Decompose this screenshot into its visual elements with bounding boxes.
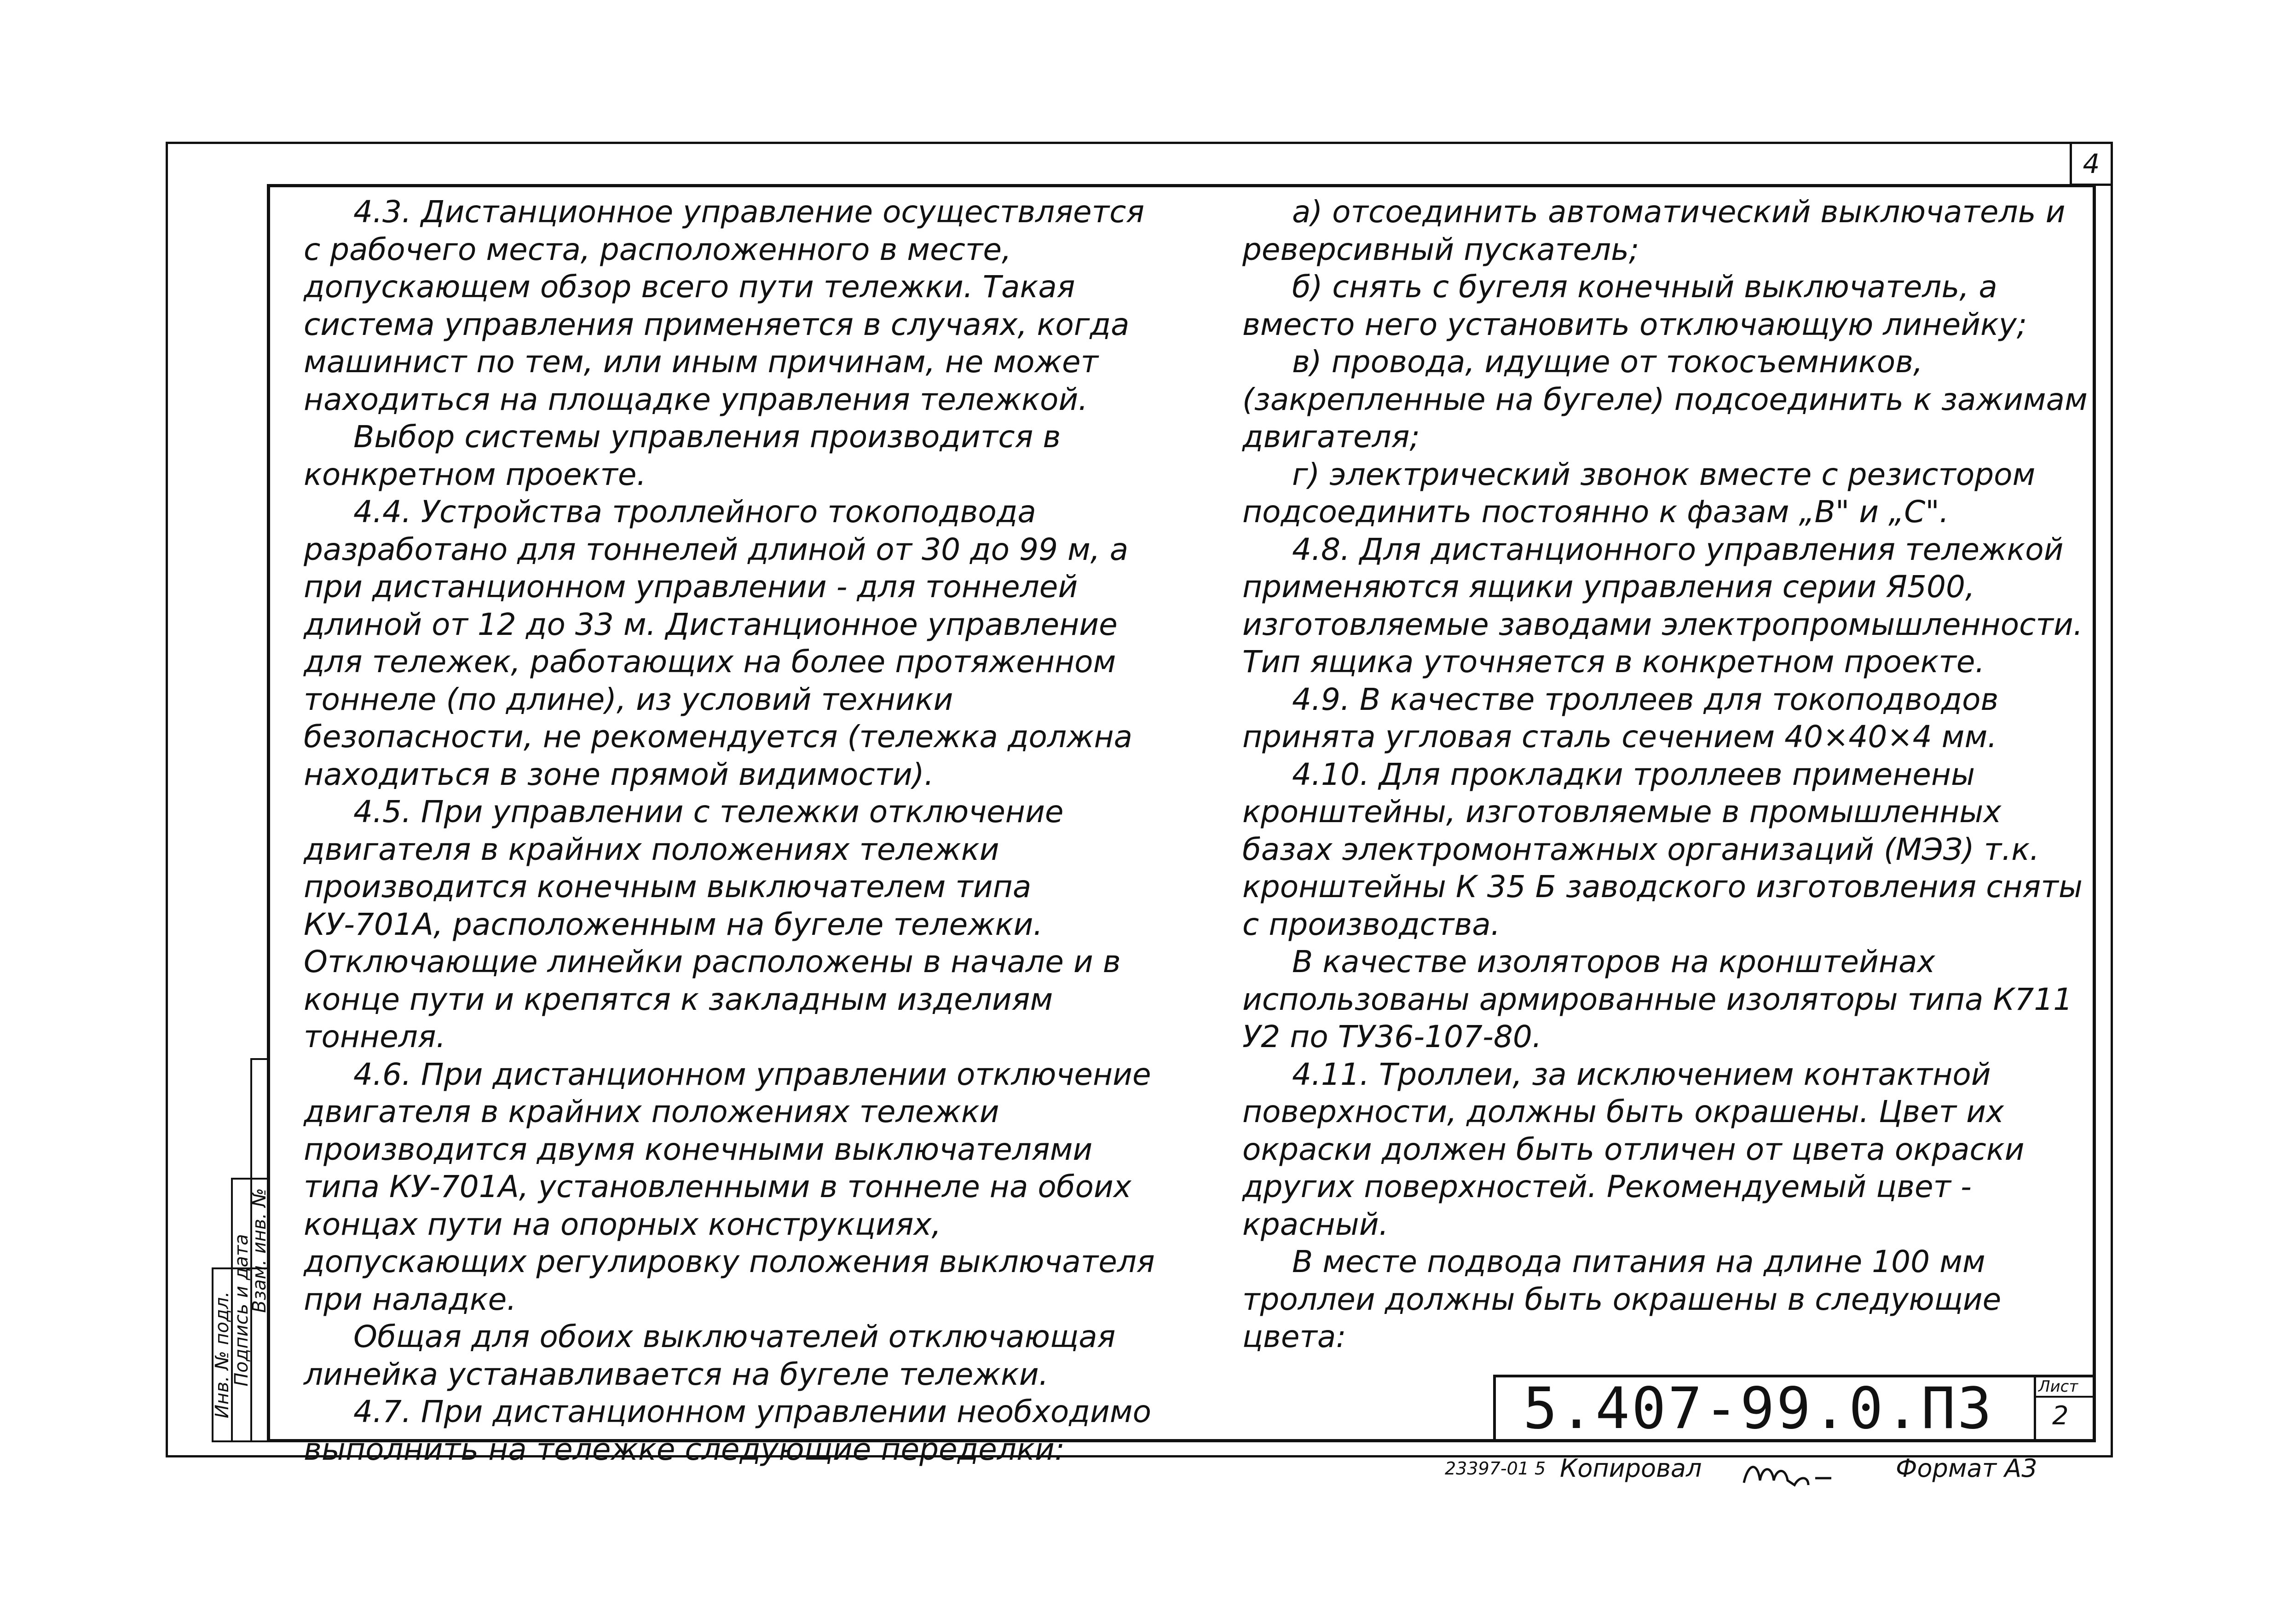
- sheet-label: Лист: [2038, 1377, 2078, 1396]
- side-stamp-divider-3: [250, 1058, 267, 1060]
- right-paragraph: 4.11. Троллеи, за исключением контактной поверхности, должны быть окрашены. Цвет их окраски должен быть отличен от цвета окраски других поверхностей. Рекомендуемый цвет - красный.: [1242, 1056, 2025, 1242]
- document-code: 5.407-99.0.П3: [1523, 1376, 1994, 1442]
- right-paragraph: 4.8. Для дистанционного управления тележкой применяются ящики управления серии Я500, изготовляемые заводами электропромышленности. Тип ящика уточняется в конкретном проекте.: [1242, 531, 2083, 680]
- left-text-column: [304, 193, 1160, 1468]
- right-paragraph: б) снять с бугеля конечный выключатель, а вместо него установить отключающую линейку;: [1242, 269, 2027, 342]
- side-stamp-divider-1: [212, 1267, 267, 1269]
- signature-scribble-icon: [1739, 1457, 1850, 1494]
- side-stamp-replace-inv: [249, 1058, 270, 1442]
- left-paragraph: Выбор системы управления производится в конкретном проекте.: [304, 419, 1061, 492]
- left-paragraph: 4.4. Устройства троллейного токоподвода разработано для тоннелей длиной от 30 до 99 м, а при дистанционном управлении - для тоннелей длиной от 12 до 33 м. Дистанционное управление для тележек, работающих на более протяженном тоннеле (по длине), из условий техники безопасности, не рекомендуется (тележка должна находиться в зоне прямой видимости).: [304, 494, 1133, 792]
- format-label: Формат А3: [1896, 1454, 2037, 1483]
- sheet-number: 2: [2052, 1401, 2069, 1431]
- left-paragraph: 4.5. При управлении с тележки отключение двигателя в крайних положениях тележки производится конечным выключателем типа КУ-701А, расположенным на бугеле тележки. Отключающие линейки расположены в начале и в конце пути и крепятся к закладным изделиям тоннеля.: [304, 794, 1121, 1054]
- side-stamp-signature-date: [231, 1178, 250, 1442]
- right-paragraph: г) электрический звонок вместе с резистором подсоединить постоянно к фазам „В" и „С".: [1242, 456, 2036, 530]
- copier-signature: [1739, 1457, 1850, 1501]
- side-stamp-signature-label: Подпись и дата: [231, 1233, 252, 1387]
- right-paragraph: В качестве изоляторов на кронштейнах использованы армированные изоляторы типа К711 У2 по ТУ36-107-80.: [1242, 944, 2073, 1054]
- left-paragraph: 4.6. При дистанционном управлении отключение двигателя в крайних положениях тележки производится двумя конечными выключателями типа КУ-701А, установленными в тоннеле на обоих концах пути на опорных конструкциях, допускающих регулировку положения выключателя при наладке.: [304, 1056, 1155, 1317]
- side-stamp-divider-2: [231, 1178, 267, 1180]
- side-stamp-inv-number: [212, 1267, 231, 1442]
- side-stamp-inv-label: Инв. № подл.: [212, 1291, 233, 1418]
- order-number: 23397-01 5: [1445, 1458, 1546, 1479]
- copied-label: Копировал: [1560, 1454, 1702, 1483]
- left-paragraph: 4.3. Дистанционное управление осуществляется с рабочего места, расположенного в месте, допускающем обзор всего пути тележки. Такая система управления применяется в случаях, когда машинист по тем, или иным причинам, не может находиться на площадке управления тележкой.: [304, 194, 1145, 417]
- right-paragraph: а) отсоединить автоматический выключатель и реверсивный пускатель;: [1242, 194, 2066, 267]
- left-paragraph: 4.7. При дистанционном управлении необходимо выполнить на тележке следующие переделки:: [304, 1394, 1151, 1467]
- left-paragraph: Общая для обоих выключателей отключающая линейка устанавливается на бугеле тележки.: [304, 1319, 1116, 1392]
- right-paragraph: 4.10. Для прокладки троллеев применены кронштейны, изготовляемые в промышленных базах электромонтажных организаций (МЭЗ) т.к. кронштейны К 35 Б заводского изготовления сняты с производства.: [1242, 756, 2083, 942]
- side-stamp-replace-label: Взам. инв. №: [249, 1187, 270, 1313]
- sheet-divider: [2034, 1396, 2096, 1398]
- page-number: 4: [2070, 142, 2113, 186]
- right-text-column: [1242, 193, 2089, 1356]
- right-paragraph: В месте подвода питания на длине 100 мм троллеи должны быть окрашены в следующие цвета:: [1242, 1244, 2002, 1354]
- right-paragraph: 4.9. В качестве троллеев для токоподводов принята угловая сталь сечением 40×40×4 мм.: [1242, 681, 1999, 754]
- right-paragraph: в) провода, идущие от токосъемников, (закрепленные на бугеле) подсоединить к зажимам двигателя;: [1242, 344, 2088, 455]
